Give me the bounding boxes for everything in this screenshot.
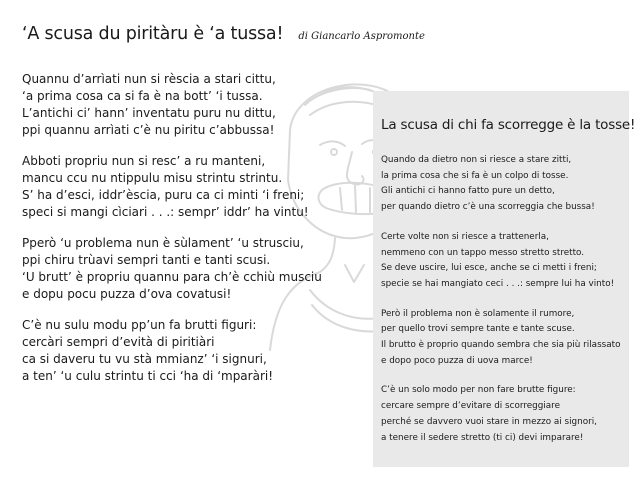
- dialect-line: ‘a prima cosa ca si fa è na bott’ ‘i tussa.: [22, 89, 263, 103]
- dialect-stanza-4: [22, 317, 362, 385]
- dialect-stanza-1: [22, 71, 362, 139]
- dialect-line: Quannu d’arrìati nun si rèscia a stari cittu,: [22, 72, 276, 86]
- author-byline: di Giancarlo Aspromonte: [298, 31, 425, 42]
- dialect-line: L’antichi ci’ hann’ inventatu puru nu dittu,: [22, 106, 276, 120]
- translation-title: La scusa di chi fa scorregge è la tosse!: [381, 117, 636, 133]
- translation-stanza-2: [381, 230, 625, 293]
- translation-line: Il brutto è proprio quando sembra che sia più rilassato: [381, 340, 621, 351]
- translation-line: per quando dietro c’è una scorreggia che bussa!: [381, 202, 595, 213]
- dialect-line: e dopu pocu puzza d’ova covatusi!: [22, 287, 232, 301]
- dialect-stanza-3: [22, 235, 362, 303]
- translation-line: C’è un solo modo per non fare brutte figure:: [381, 385, 576, 396]
- translation-line: Se deve uscire, lui esce, anche se ci metti i freni;: [381, 263, 597, 274]
- translation-line: cercare sempre d’evitare di scorreggiare: [381, 401, 560, 412]
- dialect-poem: [22, 71, 362, 399]
- dialect-line: speci si mangi cìciari . . .: sempr’ iddr’ ha vintu!: [22, 205, 309, 219]
- translation-line: Però il problema non è solamente il rumore,: [381, 308, 575, 319]
- translation-line: e dopo poco puzza di uova marce!: [381, 355, 533, 366]
- dialect-line: a ten’ ‘u culu strintu ti cci ‘ha di ‘mparàri!: [22, 369, 274, 383]
- dialect-line: cercàri sempri d’evità di piritiàri: [22, 335, 215, 349]
- translation-line: nemmeno con un tappo messo stretto stretto.: [381, 247, 585, 258]
- dialect-line: ppi quannu arrìati c’è nu piritu c’abbussa!: [22, 123, 275, 137]
- dialect-line: Abboti propriu nun si resc’ a ru manteni,: [22, 154, 266, 168]
- translation-line: la prima cosa che si fa è un colpo di tosse.: [381, 170, 569, 181]
- translation-body: [381, 153, 625, 460]
- translation-line: Quando da dietro non si riesce a stare zitti,: [381, 155, 572, 165]
- dialect-stanza-2: [22, 153, 362, 221]
- dialect-line: Pperò ‘u problema nun è sùlament’ ‘u strusciu,: [22, 236, 304, 250]
- dialect-line: C’è nu sulu modu pp’un fa brutti figuri:: [22, 318, 257, 332]
- dialect-line: ca si daveru tu vu stà mmianz’ ‘i signuri,: [22, 352, 267, 366]
- translation-line: specie se hai mangiato ceci . . .: sempre lui ha vinto!: [381, 278, 615, 289]
- translation-line: Gli antichi ci hanno fatto pure un detto,: [381, 186, 555, 197]
- dialect-line: mancu ccu nu ntippulu misu strintu strintu.: [22, 171, 283, 185]
- dialect-line: ppi chiru trùavi sempri tanti e tanti scusi.: [22, 253, 271, 267]
- translation-panel: [373, 91, 636, 467]
- dialect-line: S’ ha d’esci, iddr’èscia, puru ca ci minti ‘i freni;: [22, 188, 305, 202]
- poem-title: ‘A scusa du piritàru è ‘a tussa!: [22, 24, 284, 44]
- translation-line: perché se davvero vuoi stare in mezzo ai signori,: [381, 416, 597, 427]
- translation-stanza-4: [381, 383, 625, 446]
- translation-line: per quello trovi sempre tante e tante scuse.: [381, 324, 575, 335]
- poem-header: [22, 24, 425, 44]
- translation-stanza-3: [381, 307, 625, 370]
- dialect-line: ‘U brutt’ è propriu quannu para ch’è cchiù musciu: [22, 270, 322, 284]
- translation-stanza-1: [381, 153, 625, 216]
- translation-line: a tenere il sedere stretto (ti ci) devi imparare!: [381, 432, 584, 443]
- translation-line: Certe volte non si riesce a trattenerla,: [381, 231, 549, 242]
